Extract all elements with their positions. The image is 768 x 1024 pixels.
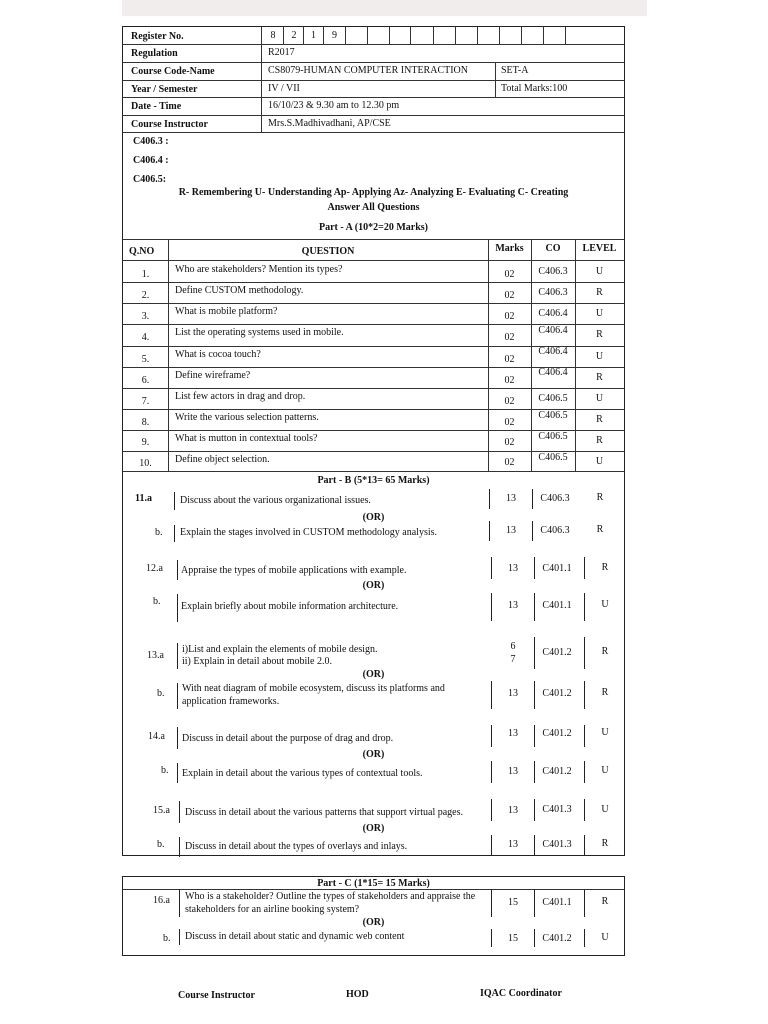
or-label: (OR) <box>362 669 385 680</box>
question-co: C406.5 <box>538 431 568 442</box>
question-number: 7. <box>141 396 150 407</box>
question-text: What is cocoa touch? <box>175 349 261 360</box>
question-number: 9. <box>141 437 150 448</box>
question-level: R <box>596 414 603 425</box>
margin-bar <box>534 637 535 669</box>
question-number: 1. <box>141 269 150 280</box>
header-rule <box>123 132 624 133</box>
question-number: 10. <box>139 458 152 469</box>
question-number: 8. <box>141 417 150 428</box>
course-label: Course Code-Name <box>131 66 215 77</box>
margin-bar <box>491 799 492 821</box>
margin-bar <box>174 525 175 542</box>
question-level: R <box>601 562 609 573</box>
margin-bar <box>532 489 533 509</box>
signature-course-instructor: Course Instructor <box>178 990 255 1001</box>
scan-top-strip <box>122 0 647 16</box>
row-line <box>123 471 624 472</box>
question-marks: 13 <box>506 493 516 504</box>
question-co: C406.4 <box>538 346 568 357</box>
instructor-label: Course Instructor <box>131 119 208 130</box>
question-text: ii) Explain in detail about mobile 2.0. <box>182 656 332 667</box>
question-marks: 13 <box>508 600 518 611</box>
year-value: IV / VII <box>268 83 300 94</box>
margin-bar <box>179 801 180 823</box>
margin-bar <box>584 929 585 947</box>
question-co: C406.3 <box>538 287 568 298</box>
header-divider <box>495 62 496 97</box>
header-rule <box>123 97 624 98</box>
column-header-question: QUESTION <box>301 246 355 257</box>
question-marks: 13 <box>506 525 516 536</box>
question-level: U <box>595 266 604 277</box>
margin-bar <box>534 593 535 621</box>
question-level: R <box>596 435 603 446</box>
header-rule <box>123 80 624 81</box>
question-marks: 6 <box>510 641 516 652</box>
question-co: C406.3 <box>540 493 570 504</box>
table-rule <box>123 239 624 240</box>
question-level: U <box>601 932 609 943</box>
date-value: 16/10/23 & 9.30 am to 12.30 pm <box>268 100 400 111</box>
question-text: List the operating systems used in mobile. <box>175 327 344 338</box>
question-marks: 02 <box>504 311 515 322</box>
question-marks: 02 <box>504 417 515 428</box>
margin-bar <box>584 799 585 821</box>
question-number: 4. <box>141 332 150 343</box>
question-marks: 13 <box>508 766 518 777</box>
digit-box-line <box>455 27 456 44</box>
margin-bar <box>491 929 492 947</box>
margin-bar <box>179 890 180 917</box>
question-marks: 15 <box>508 897 518 908</box>
question-marks: 02 <box>504 332 515 343</box>
margin-bar <box>491 557 492 579</box>
question-marks: 02 <box>504 290 515 301</box>
margin-bar <box>177 594 178 622</box>
question-co: C406.3 <box>540 525 570 536</box>
digit-box-line <box>410 27 411 44</box>
or-label: (OR) <box>362 580 385 591</box>
co-line: C406.3 : <box>133 136 169 147</box>
or-label: (OR) <box>362 749 385 760</box>
or-label: (OR) <box>362 823 385 834</box>
question-level: U <box>595 393 604 404</box>
question-marks: 02 <box>504 354 515 365</box>
margin-bar <box>584 835 585 855</box>
digit-box-line <box>521 27 522 44</box>
margin-bar <box>534 890 535 917</box>
or-label: (OR) <box>362 917 385 928</box>
question-marks: 02 <box>504 396 515 407</box>
question-co: C401.2 <box>542 766 572 777</box>
margin-bar <box>534 761 535 783</box>
question-number: 11.a <box>135 493 152 504</box>
margin-bar <box>491 835 492 855</box>
question-co: C401.3 <box>542 804 572 815</box>
margin-bar <box>491 761 492 783</box>
level-legend: R- Remembering U- Understanding Ap- Applying Az- Analyzing E- Evaluating C- Creating <box>178 187 569 198</box>
question-text: Explain the stages involved in CUSTOM methodology analysis. <box>180 527 438 538</box>
margin-bar <box>534 557 535 579</box>
digit-box-line <box>543 27 544 44</box>
question-text: Define object selection. <box>175 454 270 465</box>
question-co: C406.4 <box>538 308 568 319</box>
margin-bar <box>491 725 492 747</box>
question-marks: 13 <box>508 839 518 850</box>
row-line <box>123 388 624 389</box>
margin-bar <box>584 725 585 747</box>
question-co: C406.4 <box>538 367 568 378</box>
question-text: Explain briefly about mobile information architecture. <box>181 601 399 612</box>
question-marks: 02 <box>504 437 515 448</box>
question-marks: 02 <box>504 375 515 386</box>
question-level: R <box>601 838 609 849</box>
question-text: Discuss in detail about the various patterns that support virtual pages. <box>185 807 463 818</box>
set-value: SET-A <box>501 65 529 76</box>
exam-sheet <box>122 26 625 856</box>
margin-bar <box>534 681 535 709</box>
question-text: List few actors in drag and drop. <box>175 391 306 402</box>
header-rule <box>123 62 624 63</box>
question-marks: 13 <box>508 805 518 816</box>
margin-bar <box>534 725 535 747</box>
question-number: b. <box>157 839 165 850</box>
question-level: R <box>601 896 609 907</box>
register-digit: 8 <box>270 30 276 41</box>
question-level: R <box>596 492 604 503</box>
question-marks: 02 <box>504 269 515 280</box>
part-a-title: Part - A (10*2=20 Marks) <box>318 222 428 233</box>
question-level: U <box>601 599 609 610</box>
question-number: b. <box>163 933 171 944</box>
digit-box-line <box>477 27 478 44</box>
margin-bar <box>177 727 178 749</box>
margin-bar <box>584 637 585 669</box>
margin-bar <box>177 683 178 709</box>
question-marks: 15 <box>508 933 518 944</box>
signature-iqac: IQAC Coordinator <box>480 988 562 999</box>
question-level: U <box>601 804 609 815</box>
margin-bar <box>489 521 490 541</box>
table-col-line <box>168 239 169 471</box>
question-number: 13.a <box>147 650 164 661</box>
question-co: C401.2 <box>542 647 572 658</box>
question-co: C401.3 <box>542 839 572 850</box>
digit-box-line <box>433 27 434 44</box>
question-number: 14.a <box>148 731 165 742</box>
question-level: U <box>595 351 604 362</box>
question-level: U <box>601 765 609 776</box>
or-label: (OR) <box>362 512 385 523</box>
question-number: 3. <box>141 311 150 322</box>
register-digit: 9 <box>332 30 337 41</box>
column-header-co: CO <box>545 243 561 254</box>
digit-box-line <box>565 27 566 44</box>
row-line <box>123 303 624 304</box>
margin-bar <box>584 557 585 579</box>
margin-bar <box>532 521 533 541</box>
question-level: U <box>595 308 604 319</box>
question-level: R <box>601 646 609 657</box>
question-co: C401.1 <box>542 563 572 574</box>
margin-bar <box>177 560 178 580</box>
question-number: b. <box>155 527 163 538</box>
digit-box-line <box>367 27 368 44</box>
question-level: R <box>601 687 609 698</box>
question-co: C406.5 <box>538 410 568 421</box>
question-text: application frameworks. <box>182 696 280 707</box>
question-text: Define CUSTOM methodology. <box>175 285 304 296</box>
question-text: Define wireframe? <box>175 370 251 381</box>
question-text: With neat diagram of mobile ecosystem, discuss its platforms and <box>182 683 445 694</box>
total-marks: Total Marks:100 <box>501 83 568 94</box>
question-level: R <box>596 372 603 383</box>
margin-bar <box>534 835 535 855</box>
question-marks: 02 <box>504 457 515 468</box>
question-text: What is mobile platform? <box>175 306 278 317</box>
question-text: Discuss in detail about the purpose of drag and drop. <box>182 733 394 744</box>
question-co: C406.3 <box>538 266 568 277</box>
margin-bar <box>491 890 492 917</box>
question-number: 15.a <box>153 805 170 816</box>
instruction: Answer All Questions <box>327 202 420 213</box>
header-rule <box>123 115 624 116</box>
course-value: CS8079-HUMAN COMPUTER INTERACTION <box>268 65 469 76</box>
table-rule <box>123 889 624 890</box>
question-co: C401.1 <box>542 897 572 908</box>
row-line <box>123 282 624 283</box>
column-header-level: LEVEL <box>582 243 617 254</box>
question-co: C401.2 <box>542 933 572 944</box>
margin-bar <box>534 799 535 821</box>
co-line: C406.4 : <box>133 155 169 166</box>
digit-box-line <box>345 27 346 44</box>
question-number: 16.a <box>153 895 170 906</box>
co-line: C406.5: <box>133 174 167 185</box>
question-marks: 13 <box>508 688 518 699</box>
question-co: C406.4 <box>538 325 568 336</box>
margin-bar <box>489 489 490 509</box>
register-label: Register No. <box>131 31 184 42</box>
question-level: R <box>596 287 603 298</box>
regulation-label: Regulation <box>131 48 178 59</box>
question-co: C406.5 <box>538 393 568 404</box>
question-number: b. <box>153 596 161 607</box>
digit-box-line <box>499 27 500 44</box>
question-number: b. <box>161 765 169 776</box>
margin-bar <box>584 890 585 917</box>
question-text: Appraise the types of mobile applications with example. <box>181 565 407 576</box>
question-text: stakeholders for an airline booking system? <box>185 904 360 915</box>
digit-box-line <box>389 27 390 44</box>
question-number: 6. <box>141 375 150 386</box>
question-number: 5. <box>141 354 150 365</box>
instructor-value: Mrs.S.Madhivadhani, AP/CSE <box>268 118 391 129</box>
question-co: C406.5 <box>538 452 568 463</box>
question-level: R <box>596 524 604 535</box>
year-label: Year / Semester <box>131 84 198 95</box>
question-level: U <box>595 456 604 467</box>
date-label: Date - Time <box>131 101 182 112</box>
digit-box-line <box>283 27 284 44</box>
margin-bar <box>491 593 492 621</box>
question-level: U <box>601 727 609 738</box>
question-co: C401.1 <box>542 600 572 611</box>
margin-bar <box>584 761 585 783</box>
question-text: Discuss in detail about the types of overlays and inlays. <box>185 841 408 852</box>
question-text: Explain in detail about the various types of contextual tools. <box>182 768 423 779</box>
margin-bar <box>534 929 535 947</box>
question-text: Discuss in detail about static and dynamic web content <box>185 931 405 942</box>
question-number: b. <box>157 688 165 699</box>
question-text: Who are stakeholders? Mention its types? <box>175 264 343 275</box>
question-text: Discuss about the various organizational issues. <box>180 495 371 506</box>
register-digit: 2 <box>291 30 297 41</box>
register-digit: 1 <box>311 30 316 41</box>
question-number: 2. <box>141 290 150 301</box>
question-level: R <box>596 329 603 340</box>
question-text: Who is a stakeholder? Outline the types of stakeholders and appraise the <box>185 891 476 902</box>
question-text: What is mutton in contextual tools? <box>175 433 318 444</box>
question-text: i)List and explain the elements of mobile design. <box>182 644 378 655</box>
signature-hod: HOD <box>346 989 369 1000</box>
question-marks: 13 <box>508 728 518 739</box>
margin-bar <box>177 763 178 783</box>
column-header-marks: Marks <box>495 243 524 254</box>
margin-bar <box>174 492 175 510</box>
column-header-qno: Q.NO <box>129 246 155 257</box>
margin-bar <box>179 929 180 945</box>
question-number: 12.a <box>146 563 163 574</box>
question-co: C401.2 <box>542 728 572 739</box>
table-rule <box>123 260 624 261</box>
header-rule <box>123 44 624 45</box>
question-text: Write the various selection patterns. <box>175 412 319 423</box>
part-b-title: Part - B (5*13= 65 Marks) <box>317 475 430 486</box>
question-marks: 7 <box>510 654 516 665</box>
regulation-value: R2017 <box>268 47 295 58</box>
margin-bar <box>584 593 585 621</box>
margin-bar <box>491 681 492 709</box>
question-co: C401.2 <box>542 688 572 699</box>
margin-bar <box>177 643 178 669</box>
margin-bar <box>179 837 180 857</box>
question-marks: 13 <box>508 563 518 574</box>
part-c-section <box>122 876 625 956</box>
margin-bar <box>584 681 585 709</box>
part-c-title: Part - C (1*15= 15 Marks) <box>317 878 430 889</box>
